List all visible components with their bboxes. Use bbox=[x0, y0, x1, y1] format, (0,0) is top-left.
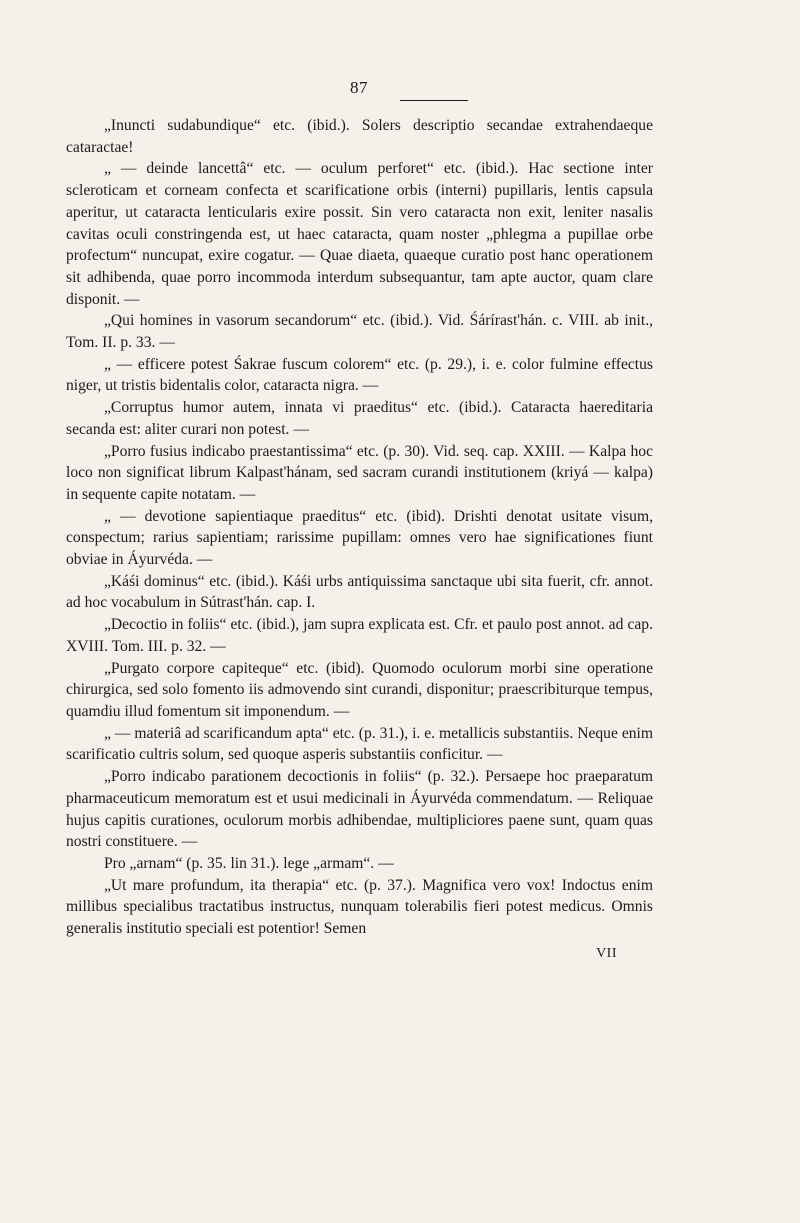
body-text bbox=[66, 115, 653, 940]
paragraph: „Purgato corpore capiteque“ etc. (ibid). Quomodo oculorum morbi sine operatione chirurgica, sed solo fomento iis admovendo sint curandi, disponitur; praescribiturque tempus, quamdiu illud fomentum sit imponendum. — bbox=[66, 659, 653, 720]
paragraph: „Porro fusius indicabo praestantissima“ etc. (p. 30). Vid. seq. cap. XXIII. — Kalpa hoc loco non significat librum Kalpast'hánam, sed sacram curandi institutionem (kriyá — kalpa) in sequente capite notatam. — bbox=[66, 442, 653, 503]
paragraph: „Corruptus humor autem, innata vi praeditus“ etc. (ibid.). Cataracta haereditaria secanda est: aliter curari non potest. — bbox=[66, 399, 653, 438]
paragraph: Pro „arnam“ (p. 35. lin 31.). lege „armam“. — bbox=[104, 854, 394, 872]
paragraph: „Káśi dominus“ etc. (ibid.). Káśi urbs antiquissima sanctaque ubi sita fuerit, cfr. annot. ad hoc vocabulum in Sútrast'hán. cap. I. bbox=[66, 572, 653, 612]
paragraph: „Ut mare profundum, ita therapia“ etc. (p. 37.). Magnifica vero vox! Indoctus enim millibus specialibus tractatibus instructus, nunquam tolerabilis fieri potest medicus. Omnis generalis institutio speciali est potentior! Semen bbox=[66, 876, 653, 938]
paragraph: „Qui homines in vasorum secandorum“ etc. (ibid.). Vid. Śárírast'hán. c. VIII. ab init., Tom. II. p. 33. — bbox=[66, 312, 653, 352]
paragraph: „ — materiâ ad scarificandum apta“ etc. (p. 31.), i. e. metallicis substantiis. Neque enim scarificatio cultris solum, sed quoque asperis substantiis conficitur. — bbox=[66, 724, 653, 764]
paragraph: „Inuncti sudabundique“ etc. (ibid.). Solers descriptio secandae extrahendaeque cataractae! bbox=[66, 117, 653, 156]
paragraph: „ — devotione sapientiaque praeditus“ etc. (ibid). Drishti denotat usitate visum, conspectum; rarius sapientiam; rarissime pupillam: omnes vero hae significationes fiunt obviae in Áyurvéda. — bbox=[66, 507, 653, 569]
signature-mark: VII bbox=[596, 945, 617, 961]
header-rule bbox=[400, 100, 468, 101]
paragraph: „Decoctio in foliis“ etc. (ibid.), jam supra explicata est. Cfr. et paulo post annot. ad cap. XVIII. Tom. III. p. 32. — bbox=[66, 616, 653, 655]
page-number: 87 bbox=[350, 78, 368, 97]
paragraph: „ — deinde lancettâ“ etc. — oculum perforet“ etc. (ibid.). Hac sectione inter scleroticam et corneam confecta et scarificatione orbis (interni) pupillaris, lentis capsula aperitur, ut cataracta lenticularis exire possit. Sin vero cataracta non exit, leniter nasalis cavitas oculi constringenda est, ut haec cataracta, quam noster „phlegma a pupillae orbe profectum“ nuncupat, exire cogatur. — Quae diaeta, quaeque curatio post hanc operationem sit adhibenda, quae porro incommoda interdum subsequantur, tam apte auctor, quam clare disponit. — bbox=[66, 160, 653, 308]
paragraph: „ — efficere potest Śakrae fuscum colorem“ etc. (p. 29.), i. e. color fulmine effectus niger, ut tristis bidentalis color, cataracta nigra. — bbox=[66, 355, 653, 395]
paragraph: „Porro indicabo parationem decoctionis in foliis“ (p. 32.). Persaepe hoc praeparatum pharmaceuticum memoratum est et usui medicinali in Áyurvéda commendatum. — Reliquae hujus capitis curationes, oculorum morbis adhibendae, multipliciores paene sunt, quam quas nostri constituere. — bbox=[66, 768, 653, 851]
